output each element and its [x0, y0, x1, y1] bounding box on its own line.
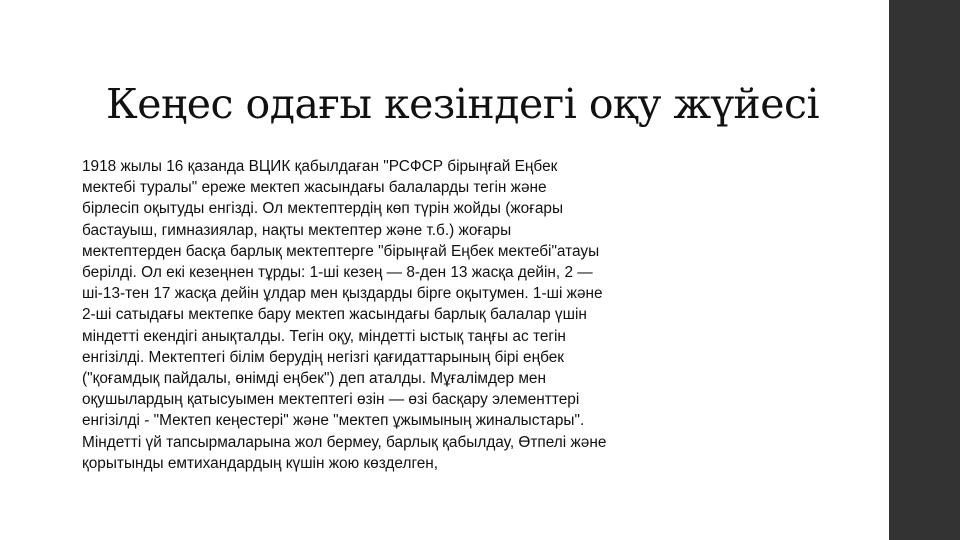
body-line: мектебі туралы" ереже мектеп жасындағы балаларды тегін және [82, 179, 547, 197]
body-line: ("қоғамдық пайдалы, өнімді еңбек") деп аталды. Мұғалімдер мен [82, 370, 546, 388]
body-line: берілді. Ол екі кезеңнен тұрды: 1-ші кезең — 8-ден 13 жасқа дейін, 2 — [82, 264, 593, 282]
body-line: бастауыш, гимназиялар, нақты мектептер және т.б.) жоғары [82, 221, 512, 239]
body-line: 1918 жылы 16 қазанда ВЦИК қабылдаған "РСФСР бірыңғай Еңбек [82, 158, 558, 175]
body-line: ші-13-тен 17 жасқа дейін ұлдар мен қыздарды бірге оқытумен. 1-ші және [82, 285, 603, 303]
body-line: бірлесіп оқытуды енгізді. Ол мектептердің көп түрін жойды (жоғары [82, 200, 564, 218]
slide-body-text [82, 156, 722, 474]
slide-title: Кеңес одағы кезіндегі оқу жүйесі [106, 80, 820, 128]
body-line: қорытынды емтихандардың күшін жою көзделген, [82, 454, 439, 472]
body-line: оқушылардың қатысуымен мектептегі өзін — өзі басқару элементтері [82, 391, 580, 409]
decorative-side-bar [889, 0, 960, 540]
body-line: енгізілді - "Мектеп кеңестері" және "мектеп ұжымының жиналыстары". [82, 412, 585, 430]
body-line: 2-ші сатыдағы мектепке бару мектеп жасындағы барлық балалар үшін [82, 306, 587, 324]
body-line: міндетті екендігі анықталды. Тегін оқу, міндетті ыстық таңғы ас тегін [82, 327, 566, 345]
body-line: мектептерден басқа барлық мектептерге "бірыңғай Еңбек мектебі"атауы [82, 242, 600, 260]
body-line: енгізілді. Мектептегі білім берудің негізгі қағидаттарының бірі еңбек [82, 348, 565, 366]
body-line: Міндетті үй тапсырмаларына жол бермеу, барлық қабылдау, Өтпелі және [82, 433, 607, 451]
